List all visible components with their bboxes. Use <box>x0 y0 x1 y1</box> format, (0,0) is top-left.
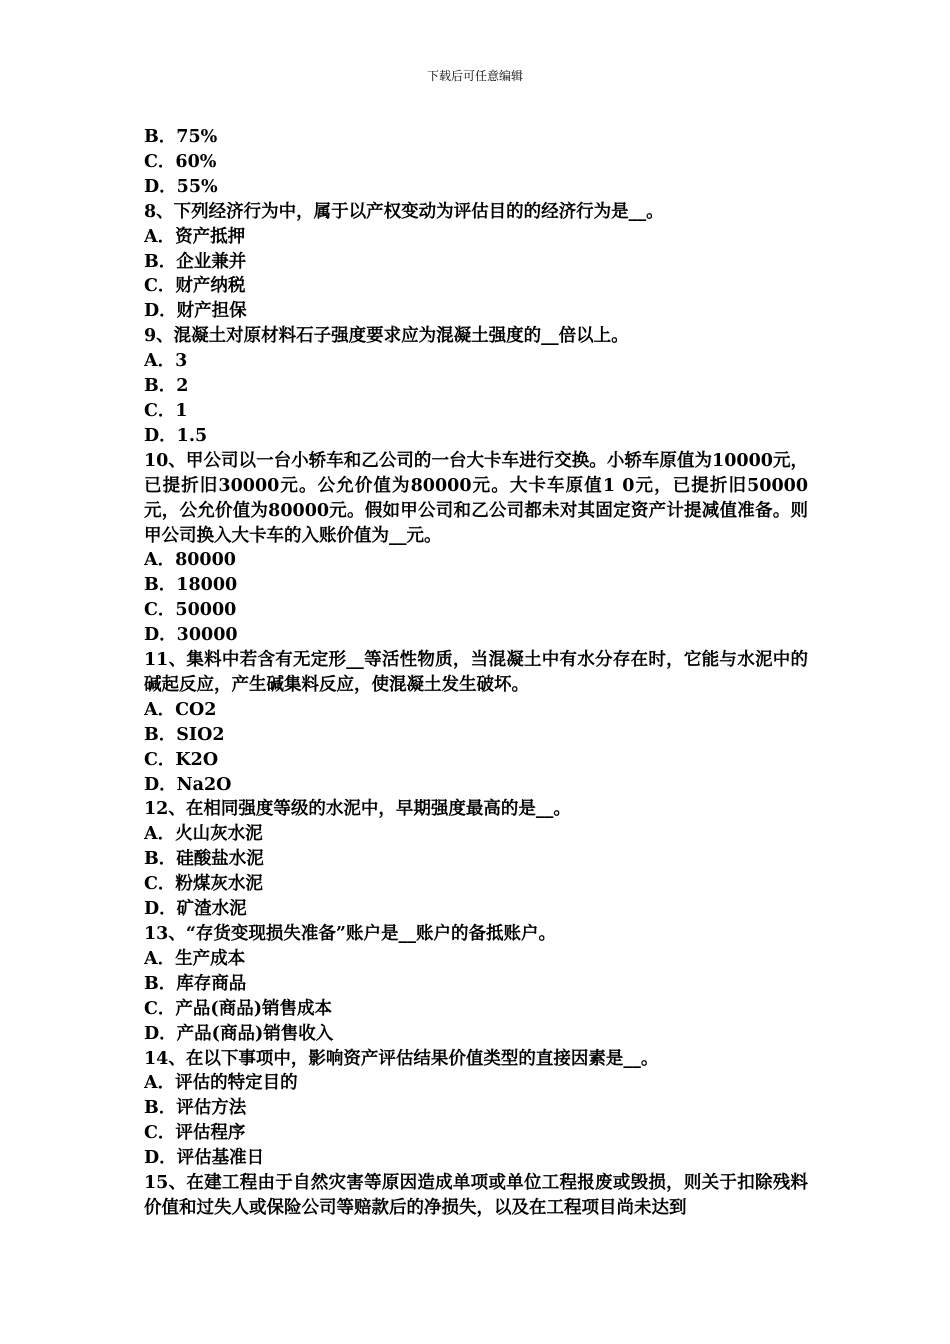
text-line: D．评估基准日 <box>144 1148 265 1169</box>
question-paragraph: 11、集料中若含有无定形__等活性物质，当混凝土中有水分存在时，它能与水泥中的碱起反应，产生碱集料反应，使混凝土发生破坏。 <box>144 650 808 695</box>
text-line: A．生产成本 <box>144 948 246 969</box>
text-line: D．产品(商品)销售收入 <box>144 1023 334 1044</box>
text-line: 14、在以下事项中，影响资产评估结果价值类型的直接因素是__。 <box>144 1048 659 1069</box>
text-line: 13、“存货变现损失准备”账户是__账户的备抵账户。 <box>144 924 556 944</box>
text-line: A．火山灰水泥 <box>144 824 263 845</box>
question-paragraph: 15、在建工程由于自然灾害等原因造成单项或单位工程报废或毁损，则关于扣除残料价值和过失人或保险公司等赔款后的净损失，以及在工程项目尚未达到 <box>144 1173 808 1218</box>
question-paragraph: 10、甲公司以一台小轿车和乙公司的一台大卡车进行交换。小轿车原值为10000元，已提折旧30000元。公允价值为80000元。大卡车原值1 0元，已提折旧50000元，公允价值为80000元。假如甲公司和乙公司都未对其固定资产计提减值准备。则甲公司换入大卡车的入账价值为__元。 <box>144 450 808 546</box>
text-line: 8、下列经济行为中，属于以产权变动为评估目的的经济行为是__。 <box>144 201 664 222</box>
text-line: C．50000 <box>144 600 237 621</box>
text-line: D．30000 <box>144 625 238 646</box>
text-line: A．资产抵押 <box>144 226 246 247</box>
text-line: C．60% <box>144 151 217 172</box>
text-line: B．2 <box>144 376 189 397</box>
text-line: B．企业兼并 <box>144 251 247 272</box>
text-line: D．Na2O <box>144 774 232 795</box>
text-line: B．硅酸盐水泥 <box>144 849 264 870</box>
text-line: C．粉煤灰水泥 <box>144 874 263 895</box>
text-line: B．SIO2 <box>144 724 225 745</box>
text-line: 12、在相同强度等级的水泥中，早期强度最高的是__。 <box>144 799 571 820</box>
text-line: B．75% <box>144 127 218 147</box>
text-line: C．K2O <box>144 749 219 770</box>
text-line: C．1 <box>144 400 188 421</box>
text-line: B．评估方法 <box>144 1098 247 1119</box>
text-line: C．评估程序 <box>144 1123 246 1144</box>
text-line: A．80000 <box>144 550 236 571</box>
text-line: A．评估的特定目的 <box>144 1073 298 1094</box>
text-line: B．库存商品 <box>144 973 247 994</box>
document-body <box>144 125 808 1221</box>
text-line: D．财产担保 <box>144 301 247 322</box>
text-line: A．CO2 <box>144 699 217 720</box>
text-line: B．18000 <box>144 575 238 596</box>
text-line: D．55% <box>144 176 218 197</box>
text-line: A．3 <box>144 351 188 372</box>
text-line: D．1.5 <box>144 425 208 446</box>
text-line: C．财产纳税 <box>144 276 246 297</box>
text-line: C．产品(商品)销售成本 <box>144 998 332 1019</box>
page-header: 下载后可任意编辑 <box>426 69 523 83</box>
text-line: D．矿渣水泥 <box>144 899 247 920</box>
text-line: 9、混凝土对原材料石子强度要求应为混凝土强度的__倍以上。 <box>144 326 629 347</box>
